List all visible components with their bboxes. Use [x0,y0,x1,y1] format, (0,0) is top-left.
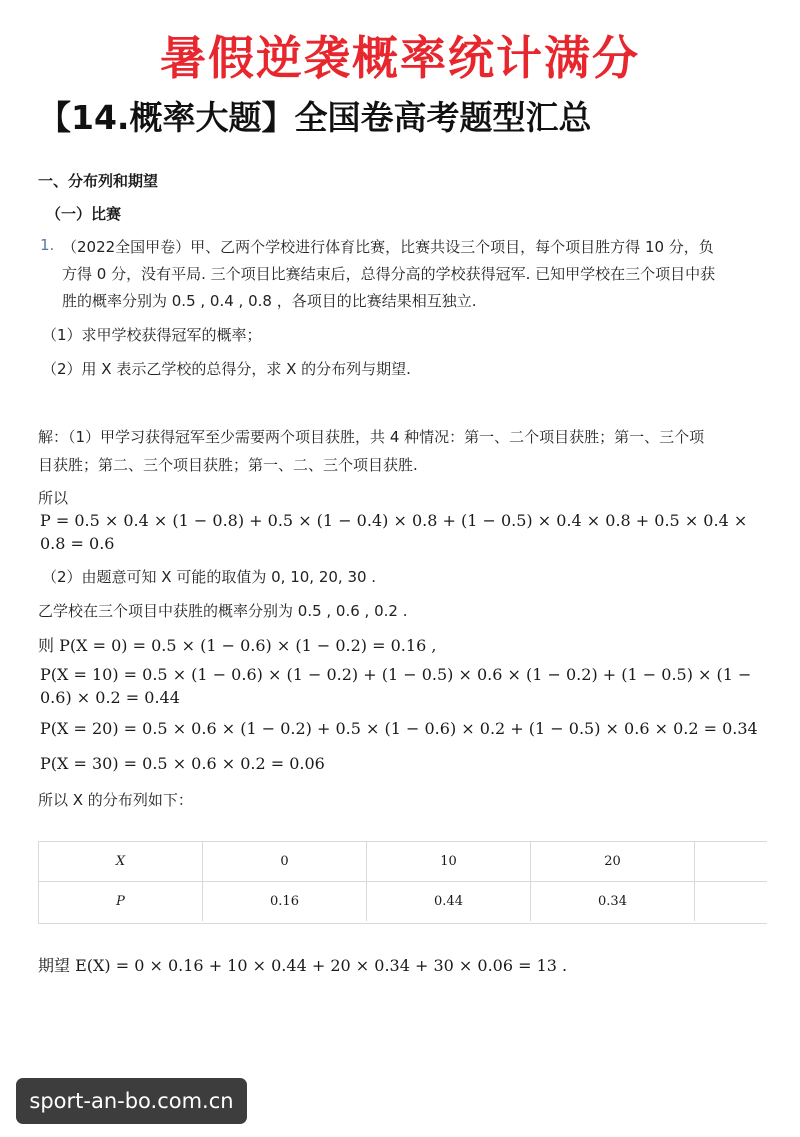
problem-line-1: （2022全国甲卷）甲、乙两个学校进行体育比赛，比赛共设三个项目，每个项目胜方得 10 分，负 [62,238,714,256]
watermark-badge [16,1078,247,1124]
equation-x10-line-2: 0.6) × 0.2 = 0.44 [40,688,180,707]
equation-x30: P(X = 30) = 0.5 × 0.6 × 0.2 = 0.06 [40,754,325,773]
equation-x0: 则 P(X = 0) = 0.5 × (1 − 0.6) × (1 − 0.2) = 0.16 , [38,636,437,655]
table-cell: X [39,842,203,882]
equation-p-line-1: P = 0.5 × 0.4 × (1 − 0.8) + 0.5 × (1 − 0.4) × 0.8 + (1 − 0.5) × 0.4 × 0.8 + 0.5 × 0.4 × [40,511,748,530]
table-cell: 0 [203,842,367,882]
question-1: （1）求甲学校获得冠军的概率； [42,326,262,344]
table-cell: 0.34 [531,882,695,922]
table-cell: 0.16 [203,882,367,922]
table-cell [695,882,768,922]
distribution-table [38,841,767,924]
expectation-line: 期望 E(X) = 0 × 0.16 + 10 × 0.44 + 20 × 0.34 + 30 × 0.06 = 13 . [38,956,568,975]
table-cell: P [39,882,203,922]
table-row [39,882,767,922]
equation-x10-line-1: P(X = 10) = 0.5 × (1 − 0.6) × (1 − 0.2) + (1 − 0.5) × 0.6 × (1 − 0.2) + (1 − 0.5) × (1 − [40,665,752,684]
main-title: 暑假逆袭概率统计满分 [160,31,640,85]
problem-line-2: 方得 0 分，没有平局. 三个项目比赛结束后，总得分高的学校获得冠军. 已知甲学校在三个项目中获 [62,265,716,283]
table-cell: 10 [367,842,531,882]
solution-2-intro: （2）由题意可知 X 可能的取值为 0, 10, 20, 30 . [42,568,377,586]
problem-number: 1. [40,236,55,254]
so-text: 所以 [38,489,69,507]
watermark-text: sport-an-bo.com.cn [29,1089,234,1113]
table-cell [695,842,768,882]
solution-2-probabilities: 乙学校在三个项目中获胜的概率分别为 0.5 , 0.6 , 0.2 . [38,602,408,620]
problem-line-3: 胜的概率分别为 0.5 , 0.4 , 0.8 ，各项目的比赛结果相互独立. [62,292,477,310]
solution-1-line-1: 解：（1）甲学习获得冠军至少需要两个项目获胜，共 4 种情况：第一、二个项目获胜；第一、三个项 [38,428,705,446]
sub-title: 【14.概率大题】全国卷高考题型汇总 [38,98,592,137]
solution-1-line-2: 目获胜；第二、三个项目获胜；第一、二、三个项目获胜. [38,456,418,474]
table-cell: 20 [531,842,695,882]
question-2: （2）用 X 表示乙学校的总得分，求 X 的分布列与期望. [42,360,411,378]
equation-x20: P(X = 20) = 0.5 × 0.6 × (1 − 0.2) + 0.5 × (1 − 0.6) × 0.2 + (1 − 0.5) × 0.6 × 0.2 = 0.34 [40,719,758,738]
table-cell: 0.44 [367,882,531,922]
distribution-intro: 所以 X 的分布列如下： [38,791,193,809]
equation-p-line-2: 0.8 = 0.6 [40,534,115,553]
subsection-heading: （一）比赛 [46,205,122,223]
table-row [39,842,767,882]
section-heading: 一、分布列和期望 [38,172,159,190]
